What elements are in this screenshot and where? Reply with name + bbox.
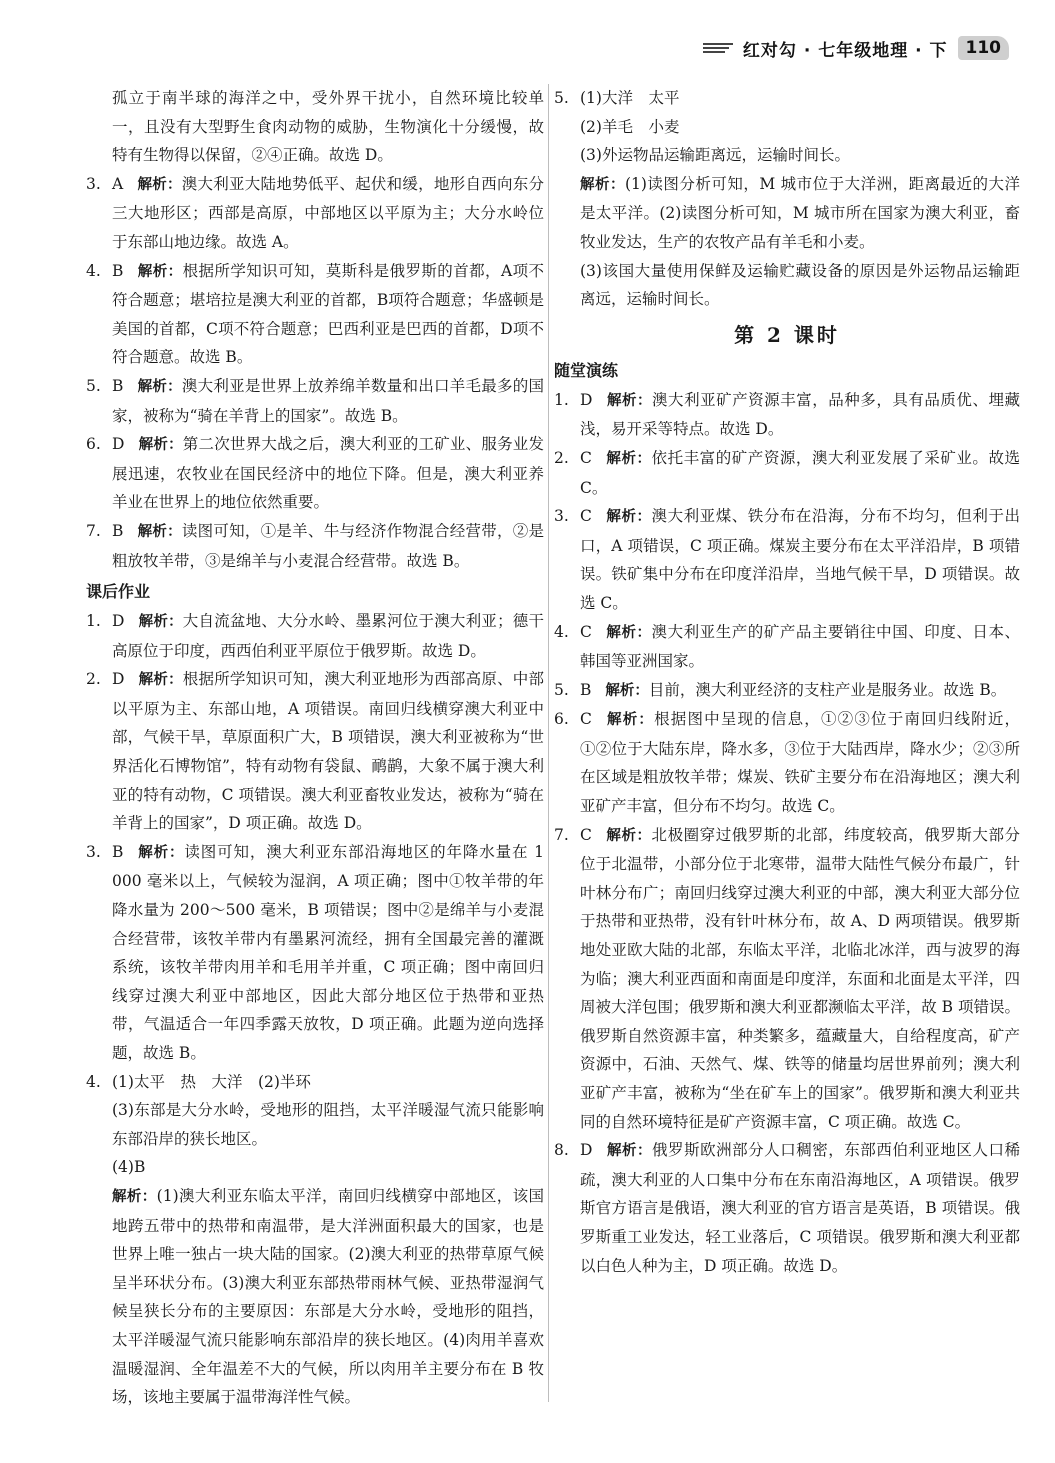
answer-item	[86, 257, 544, 372]
answer-item	[86, 517, 544, 575]
answer-line: (1)大洋 太平	[580, 89, 680, 107]
explanation-text: 根据所学知识可知，莫斯科是俄罗斯的首都，A项不符合题意；堪培拉是澳大利亚的首都，B项符合题意；华盛顿是美国的首都，C项不符合题意；巴西利亚是巴西的首都，D项不符合题意。故选 B。	[112, 261, 545, 367]
item-number: 7.	[554, 825, 569, 844]
answer-letter: C	[580, 710, 592, 729]
answer-item	[554, 676, 1020, 706]
explanation-label: 解析：	[605, 624, 652, 641]
answer-letter: C	[580, 507, 592, 526]
explanation-text: 俄罗斯欧洲部分人口稠密，东部西伯利亚地区人口稀疏，澳大利亚的人口集中分布在东南沿海地区，A 项错误。俄罗斯官方语言是俄语，澳大利亚的官方语言是英语，B 项错误。俄罗斯重工业发达，轻工业落后，C 项错误。俄罗斯和澳大利亚都以白色人种为主，D 项正确。故选 D。	[580, 1141, 1020, 1275]
continuation-text: 孤立于南半球的海洋之中，受外界干扰小，自然环境比较单一，且没有大型野生食肉动物的威胁，生物演化十分缓慢，故特有生物得以保留，②④正确。故选 D。	[112, 89, 544, 165]
book-title: 红对勾 · 七年级地理 · 下	[742, 40, 948, 61]
explanation-text: 澳大利亚是世界上放养绵羊数量和出口羊毛最多的国家，被称为“骑在羊背上的国家”。故选 B。	[112, 376, 544, 425]
explanation-label: 解析：	[605, 682, 649, 699]
answer-list-practice	[554, 386, 1020, 1280]
answer-line: (3)外运物品运输距离远，运输时间长。	[580, 146, 850, 165]
explanation-continued: (3)该国大量使用保鲜及运输贮藏设备的原因是外运物品运输距离远，运输时间长。	[580, 261, 1020, 309]
answer-item	[86, 430, 544, 517]
right-column	[554, 84, 1020, 1280]
explanation	[580, 170, 1020, 257]
item-number: 8.	[554, 1141, 569, 1160]
item-number: 2.	[86, 670, 101, 689]
answer-letter: B	[580, 680, 592, 699]
answer-item	[554, 1136, 1020, 1280]
explanation-label: 解析：	[605, 509, 652, 526]
answer-line: (2)羊毛 小麦	[580, 117, 680, 136]
item-number: 4.	[86, 261, 101, 280]
explanation-label: 解析：	[137, 844, 185, 861]
left-column	[86, 84, 544, 1412]
explanation-label: 解析：	[606, 1143, 653, 1160]
explanation-text: 澳大利亚大陆地势低平、起伏和缓，地形自西向东分三大地形区；西部是高原，中部地区以平原为主；大分水岭位于东部山地边缘。故选 A。	[112, 174, 544, 251]
answer-letter: D	[112, 435, 125, 454]
answer-item	[86, 170, 544, 257]
explanation-text: 依托丰富的矿产资源，澳大利亚发展了采矿业。故选 C。	[580, 448, 1020, 497]
answer-item	[86, 372, 544, 430]
explanation-label: 解析：	[138, 437, 183, 454]
answer-letter: B	[112, 261, 124, 280]
explanation-label: 解析：	[605, 827, 652, 844]
explanation-text: 读图可知，①是羊、牛与经济作物混合经营带，②是粗放牧羊带，③是绵羊与小麦混合经营带。故选 B。	[112, 521, 544, 570]
item-number: 5.	[86, 376, 101, 395]
answer-item	[86, 838, 544, 1068]
answer-list-in-class	[86, 170, 544, 575]
answer-item	[554, 444, 1020, 502]
section-title-homework: 课后作业	[86, 582, 151, 602]
explanation-text: 大自流盆地、大分水岭、墨累河位于澳大利亚；德干高原位于印度，西西伯利亚平原位于俄罗斯。故选 D。	[112, 612, 544, 660]
item-number: 7.	[86, 521, 101, 540]
explanation-label: 解析：	[137, 263, 183, 280]
item-number: 5.	[554, 680, 569, 699]
answer-item-4	[86, 1068, 544, 1412]
explanation-text: 第二次世界大战之后，澳大利亚的工矿业、服务业发展迅速，农牧业在国民经济中的地位下降。但是，澳大利亚养羊业在世界上的地位依然重要。	[112, 435, 544, 512]
explanation-text: (1)澳大利亚东临太平洋，南回归线横穿中部地区，该国地跨五带中的热带和南温带，是大洋洲面积最大的国家，也是世界上唯一独占一块大陆的国家。(2)澳大利亚的热带草原气候呈半环状分布。(3)澳大利亚东部热带雨林气候、亚热带湿润气候呈狭长分布的主要原因：东部是大分水岭，受地形的阻挡，太平洋暖湿气流只能影响东部沿岸的狭长地区。(4)肉用羊喜欢温暖湿润、全年温差不大的气候，所以肉用羊主要分布在 B 牧场，该地主要属于温带海洋性气候。	[112, 1186, 545, 1407]
explanation-label: 解析：	[605, 450, 652, 467]
explanation-text: 根据图中呈现的信息，①②③位于南回归线附近，①②位于大陆东岸，降水多，③位于大陆西岸，降水少；②③所在区域是粗放牧羊带；煤炭、铁矿主要分布在沿海地区；澳大利亚矿产丰富，但分布不均匀。故选 C。	[580, 710, 1020, 816]
answer-letter: D	[580, 1141, 593, 1160]
answer-item	[86, 607, 544, 665]
explanation-text: 澳大利亚煤、铁分布在沿海，分布不均匀，但利于出口，A 项错误，C 项正确。煤炭主要分布在太平洋沿岸，B 项错误。铁矿集中分布在印度洋沿岸，当地气候干旱，D 项错误。故选 C。	[580, 507, 1020, 612]
explanation-label: 解析：	[606, 392, 653, 409]
column-divider	[548, 84, 549, 1402]
explanation-label: 解析：	[138, 672, 183, 689]
explanation-text: (1)读图分析可知，M 城市位于大洋洲，距离最近的大洋是太平洋。(2)读图分析可知，M 城市所在国家为澳大利亚，畜牧业发达，生产的农牧产品有羊毛和小麦。	[580, 174, 1021, 251]
explanation-text: 根据所学知识可知，澳大利亚地形为西部高原、中部以平原为主、东部山地，A 项错误。南回归线横穿澳大利亚中部，气候干旱，草原面积广大，B 项错误，澳大利亚被称为“世界活化石博物馆”，特有动物有袋鼠、鸸鹋，大象不属于澳大利亚的特有动物，C 项错误。澳大利亚畜牧业发达，被称为“骑在羊背上的国家”，D 项正确。故选 D。	[112, 670, 544, 833]
answer-letter: B	[112, 521, 124, 540]
answer-item-5	[554, 84, 1020, 314]
item-number: 1.	[554, 390, 569, 409]
page-header	[703, 30, 1009, 66]
explanation-label: 解析：	[605, 712, 655, 729]
item-number: 6.	[86, 435, 101, 454]
item-number: 3.	[86, 842, 101, 861]
header-decoration	[703, 43, 733, 53]
answer-line: (4)B	[112, 1158, 146, 1177]
answer-letter: B	[112, 376, 124, 395]
explanation	[112, 1182, 544, 1412]
answer-item	[554, 386, 1020, 444]
item-number: 6.	[554, 710, 569, 729]
page-number: 110	[958, 36, 1010, 60]
item-number: 3.	[554, 507, 569, 526]
explanation-text: 澳大利亚生产的矿产品主要销往中国、印度、日本、韩国等亚洲国家。	[580, 622, 1020, 671]
section-title-practice: 随堂演练	[554, 360, 619, 380]
answer-line: (3)东部是大分水岭，受地形的阻挡，太平洋暖湿气流只能影响东部沿岸的狭长地区。	[112, 1101, 544, 1148]
item-number: 4.	[86, 1072, 101, 1091]
answer-item	[554, 705, 1020, 820]
explanation-text: 读图可知，澳大利亚东部沿海地区的年降水量在 1 000 毫米以上，气候较为湿润，A 项正确；图中①牧羊带的年降水量为 200～500 毫米，B 项错误；图中②是绵羊与小麦混合经营带，该牧羊带内有墨累河流经，拥有全国最完善的灌溉系统，该牧羊带肉用羊和毛用羊并重，C 项正确；图中南回归线穿过澳大利亚中部地区，因此大部分地区位于热带和亚热带，气温适合一年四季露天放牧，D 项正确。此题为逆向选择题，故选 B。	[112, 842, 544, 1062]
answer-letter: D	[112, 670, 125, 689]
explanation-label: 解析：	[137, 523, 182, 540]
answer-letter: C	[580, 622, 592, 641]
item-number: 3.	[86, 174, 101, 193]
item-number: 1.	[86, 612, 101, 631]
explanation-label: 解析：	[137, 378, 182, 395]
answer-item	[554, 618, 1020, 676]
answer-item	[554, 821, 1020, 1137]
answer-letter: B	[112, 842, 124, 861]
answer-letter: C	[580, 448, 592, 467]
answer-letter: A	[112, 174, 124, 193]
explanation-text: 目前，澳大利亚经济的支柱产业是服务业。故选 B。	[648, 680, 1007, 699]
answer-list-homework	[86, 607, 544, 1068]
lesson-title: 第 2 课时	[734, 322, 840, 347]
item-number: 4.	[554, 622, 569, 641]
answer-letter: D	[580, 390, 593, 409]
explanation-label: 解析：	[580, 176, 625, 193]
answer-letter: C	[580, 825, 592, 844]
explanation-label: 解析：	[137, 176, 182, 193]
answer-item	[86, 665, 544, 838]
answer-letter: D	[112, 612, 125, 631]
answer-item	[554, 502, 1020, 617]
explanation-text: 北极圈穿过俄罗斯的北部，纬度较高，俄罗斯大部分位于北温带，小部分位于北寒带，温带大陆性气候分布最广，针叶林分布广；南回归线穿过澳大利亚的中部，澳大利亚大部分位于热带和亚热带，没有针叶林分布，故 A、D 两项错误。俄罗斯地处亚欧大陆的北部，东临太平洋，北临北冰洋，西与波罗的海为临；澳大利亚西面和南面是印度洋，东面和北面是太平洋，四周被大洋包围；俄罗斯和澳大利亚都濒临太平洋，故 B 项错误。俄罗斯自然资源丰富，种类繁多，蕴藏量大，自给程度高，矿产资源中，石油、天然气、煤、铁等的储量均居世界前列；澳大利亚矿产丰富，被称为“坐在矿车上的国家”。俄罗斯和澳大利亚共同的自然环境特征是矿产资源丰富，C 项正确。故选 C。	[580, 825, 1020, 1131]
item-number: 5.	[554, 89, 569, 107]
answer-line: (1)太平 热 大洋 (2)半环	[112, 1072, 311, 1091]
item-number: 2.	[554, 448, 569, 467]
explanation-label: 解析：	[138, 614, 183, 631]
explanation-text: 澳大利亚矿产资源丰富，品种多，具有品质优、埋藏浅，易开采等特点。故选 D。	[580, 390, 1020, 439]
explanation-label: 解析：	[112, 1188, 157, 1205]
